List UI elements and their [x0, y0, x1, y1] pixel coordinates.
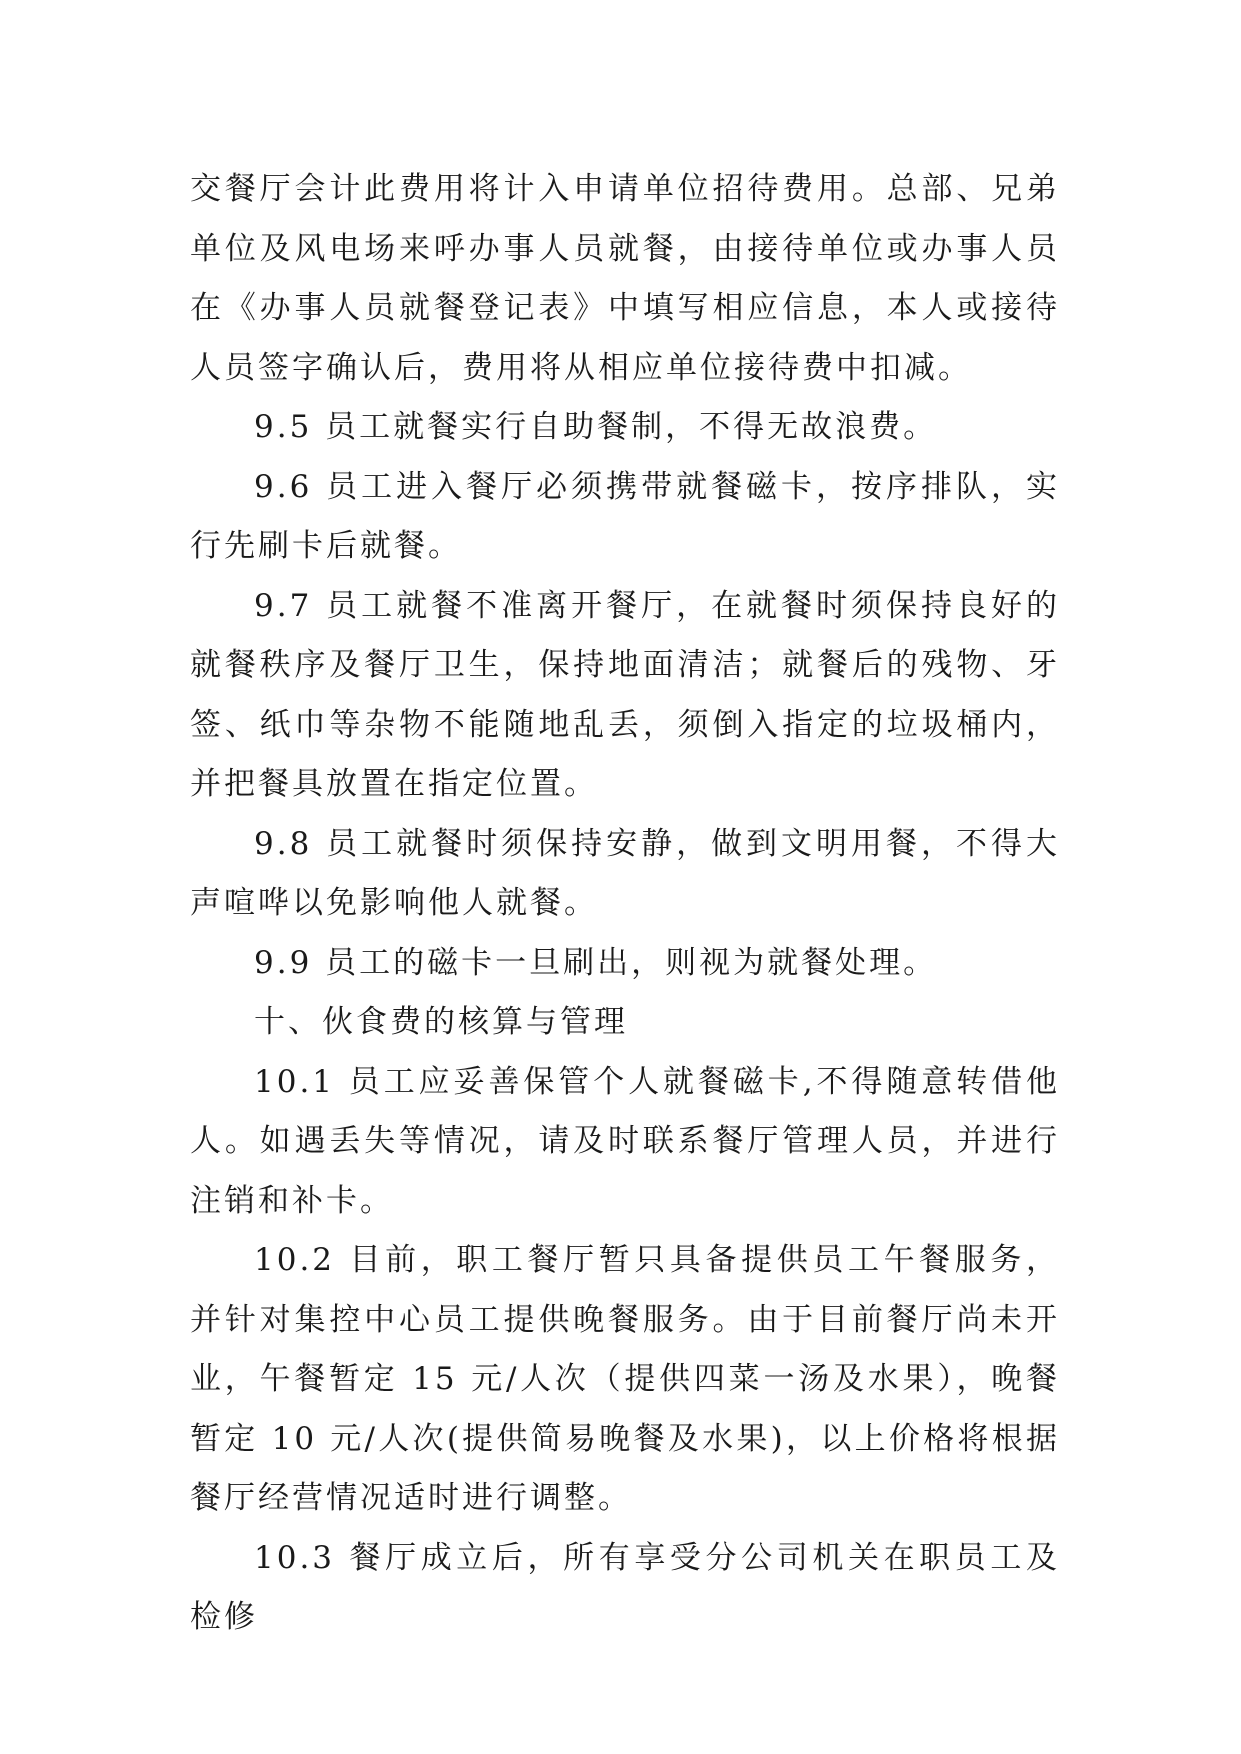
paragraph-10-2: 10.2 目前，职工餐厅暂只具备提供员工午餐服务，并针对集控中心员工提供晚餐服务。由于目前餐厅尚未开业，午餐暂定 15 元/人次（提供四菜一汤及水果），晚餐暂定 10 元/人次(提供简易晚餐及水果)，以上价格将根据餐厅经营情况适时进行调整。 — [190, 1242, 1060, 1516]
paragraph-9-8: 9.8 员工就餐时须保持安静，做到文明用餐，不得大声喧哗以免影响他人就餐。 — [190, 825, 1060, 921]
paragraph-10-1: 10.1 员工应妥善保管个人就餐磁卡,不得随意转借他人。如遇丢失等情况，请及时联系餐厅管理人员，并进行注销和补卡。 — [190, 1063, 1060, 1219]
paragraph-continuation: 交餐厅会计此费用将计入申请单位招待费用。总部、兄弟单位及风电场来呼办事人员就餐，由接待单位或办事人员在《办事人员就餐登记表》中填写相应信息，本人或接待人员签字确认后，费用将从相应单位接待费中扣减。 — [190, 171, 1060, 386]
paragraph-10-3: 10.3 餐厅成立后，所有享受分公司机关在职员工及检修 — [190, 1539, 1060, 1635]
paragraph-9-5: 9.5 员工就餐实行自助餐制，不得无故浪费。 — [254, 409, 938, 445]
section-heading-10: 十、伙食费的核算与管理 — [254, 1004, 628, 1040]
paragraph-9-9: 9.9 员工的磁卡一旦刷出，则视为就餐处理。 — [254, 944, 938, 981]
document-body — [190, 160, 1060, 1648]
paragraph-9-6: 9.6 员工进入餐厅必须携带就餐磁卡，按序排队，实行先刷卡后就餐。 — [190, 468, 1060, 564]
paragraph-9-7: 9.7 员工就餐不准离开餐厅，在就餐时须保持良好的就餐秩序及餐厅卫生，保持地面清洁；就餐后的残物、牙签、纸巾等杂物不能随地乱丢，须倒入指定的垃圾桶内，并把餐具放置在指定位置。 — [190, 587, 1060, 802]
